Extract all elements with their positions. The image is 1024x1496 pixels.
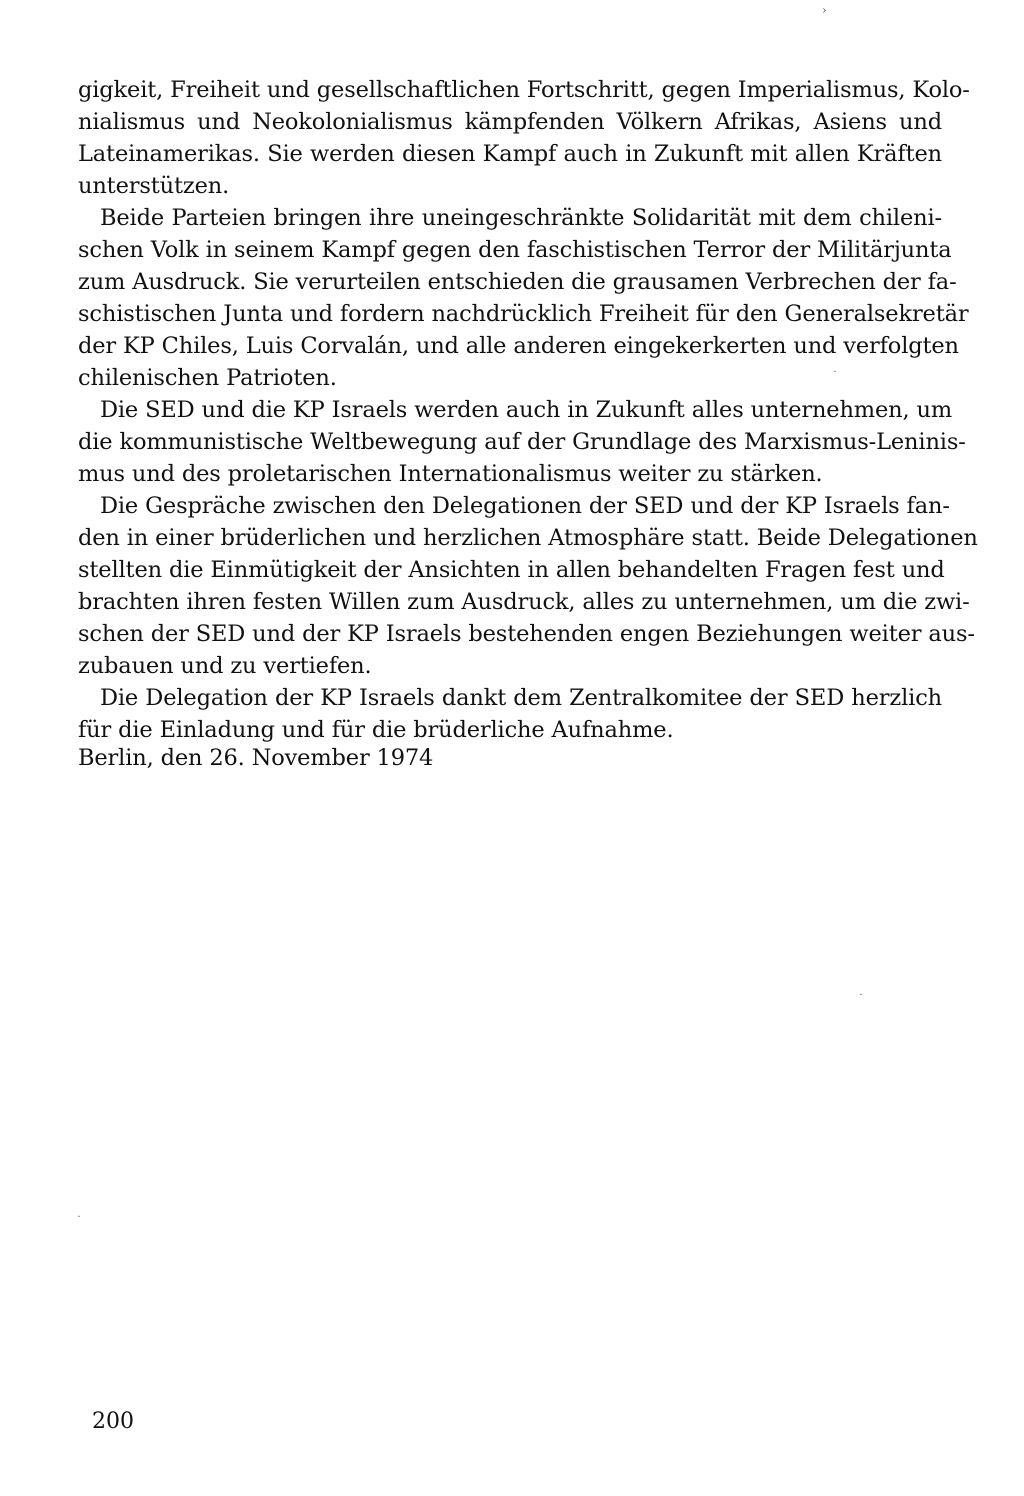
- body-text: [78, 74, 978, 746]
- text-line: Beide Parteien bringen ihre uneingeschränkte Solidarität mit dem chileni-: [100, 205, 942, 231]
- paragraph-1: [78, 74, 970, 202]
- text-line: die kommunistische Weltbewegung auf der Grundlage des Marxismus-Leninis-: [78, 429, 966, 455]
- dateline: Berlin, den 26. November 1974: [78, 745, 434, 771]
- text-line: zubauen und zu vertiefen.: [78, 653, 372, 679]
- text-line: nialismus und Neokolonialismus kämpfenden Völkern Afrikas, Asiens und: [78, 109, 942, 135]
- paragraph-2: [78, 202, 969, 394]
- text-line: Die SED und die KP Israels werden auch in Zukunft alles unternehmen, um: [100, 397, 953, 423]
- text-line: schen Volk in seinem Kampf gegen den faschistischen Terror der Militärjunta: [78, 237, 952, 263]
- text-line: Die Delegation der KP Israels dankt dem Zentralkomitee der SED herzlich: [100, 685, 942, 711]
- text-line: gigkeit, Freiheit und gesellschaftlichen Fortschritt, gegen Imperialismus, Kolo-: [78, 77, 970, 103]
- scan-speck: ›: [822, 3, 827, 17]
- text-line: chilenischen Patrioten.: [78, 365, 337, 391]
- text-line: Lateinamerikas. Sie werden diesen Kampf auch in Zukunft mit allen Kräften: [78, 141, 942, 167]
- text-line: Die Gespräche zwischen den Delegationen der SED und der KP Israels fan-: [100, 493, 950, 519]
- text-line: den in einer brüderlichen und herzlichen Atmosphäre statt. Beide Delegationen: [78, 525, 978, 551]
- text-line: mus und des proletarischen Internationalismus weiter zu stärken.: [78, 461, 823, 487]
- text-line: unterstützen.: [78, 173, 230, 199]
- text-line: zum Ausdruck. Sie verurteilen entschieden die grausamen Verbrechen der fa-: [78, 269, 957, 295]
- scan-speck: ˙: [858, 992, 864, 1006]
- text-line: brachten ihren festen Willen zum Ausdruck, alles zu unternehmen, um die zwi-: [78, 589, 970, 615]
- page-number: 200: [92, 1409, 134, 1434]
- text-line: schistischen Junta und fordern nachdrücklich Freiheit für den Generalsekretär: [78, 301, 969, 327]
- scan-speck: ˙: [76, 1214, 82, 1228]
- text-line: für die Einladung und für die brüderliche Aufnahme.: [78, 717, 674, 743]
- text-line: der KP Chiles, Luis Corvalán, und alle anderen eingekerkerten und verfolgten: [78, 333, 959, 359]
- text-line: stellten die Einmütigkeit der Ansichten in allen behandelten Fragen fest und: [78, 557, 945, 583]
- paragraph-5: [78, 682, 942, 746]
- paragraph-4: [78, 490, 978, 682]
- text-line: schen der SED und der KP Israels bestehenden engen Beziehungen weiter aus-: [78, 621, 975, 647]
- paragraph-3: [78, 394, 966, 490]
- scan-speck: ˙: [832, 369, 838, 383]
